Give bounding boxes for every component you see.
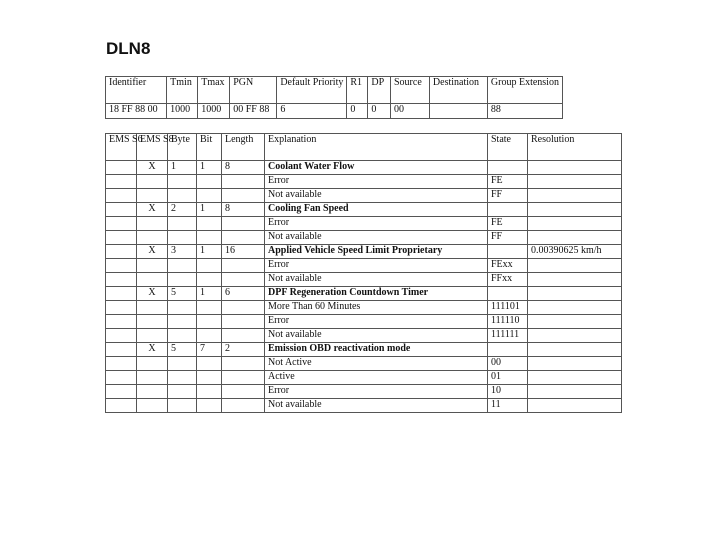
signal-cell-s6 <box>106 203 137 217</box>
signal-header-cell: State <box>488 134 528 161</box>
signal-cell-byte <box>168 217 197 231</box>
summary-header-cell: Default Priority <box>277 77 347 104</box>
signal-cell-state <box>488 203 528 217</box>
signal-cell-bit: 1 <box>197 245 222 259</box>
signal-cell-s6 <box>106 175 137 189</box>
signal-cell-state: FExx <box>488 259 528 273</box>
signal-cell-s6 <box>106 315 137 329</box>
signal-cell-s6 <box>106 287 137 301</box>
signal-cell-expl: Not available <box>265 189 488 203</box>
signal-cell-expl: Not Active <box>265 357 488 371</box>
summary-header-cell: Source <box>391 77 430 104</box>
signal-cell-res <box>528 217 622 231</box>
signal-cell-bit <box>197 273 222 287</box>
signal-cell-s8: X <box>137 161 168 175</box>
signal-cell-expl: Not available <box>265 231 488 245</box>
signal-row <box>106 287 622 301</box>
signal-cell-state: FFxx <box>488 273 528 287</box>
signal-cell-len <box>222 371 265 385</box>
signal-cell-len <box>222 217 265 231</box>
signal-cell-byte: 5 <box>168 343 197 357</box>
signal-cell-len <box>222 357 265 371</box>
signal-cell-byte <box>168 315 197 329</box>
signal-cell-s8 <box>137 399 168 413</box>
signal-cell-len: 8 <box>222 161 265 175</box>
signal-cell-s8 <box>137 357 168 371</box>
signal-cell-bit <box>197 315 222 329</box>
summary-header-cell: Destination <box>429 77 487 104</box>
signal-cell-len <box>222 301 265 315</box>
signal-cell-s8 <box>137 231 168 245</box>
signal-cell-res <box>528 329 622 343</box>
signal-cell-len <box>222 189 265 203</box>
signal-row <box>106 399 622 413</box>
signal-cell-s6 <box>106 329 137 343</box>
signal-cell-s6 <box>106 399 137 413</box>
signal-cell-state: 00 <box>488 357 528 371</box>
signal-cell-res <box>528 203 622 217</box>
summary-value-cell <box>429 104 487 119</box>
signal-cell-byte <box>168 385 197 399</box>
summary-value-cell: 88 <box>487 104 562 119</box>
signal-cell-state: FF <box>488 231 528 245</box>
signal-cell-res <box>528 399 622 413</box>
signal-table <box>105 133 622 413</box>
summary-table <box>105 76 563 119</box>
signal-cell-byte: 1 <box>168 161 197 175</box>
signal-cell-res: 0.00390625 km/h <box>528 245 622 259</box>
summary-header-row <box>106 77 563 104</box>
signal-row <box>106 217 622 231</box>
signal-cell-s8 <box>137 329 168 343</box>
summary-value-cell: 00 FF 88 <box>230 104 277 119</box>
signal-cell-bit: 1 <box>197 287 222 301</box>
summary-header-cell: PGN <box>230 77 277 104</box>
signal-row <box>106 301 622 315</box>
signal-cell-expl: Coolant Water Flow <box>265 161 488 175</box>
signal-cell-res <box>528 287 622 301</box>
signal-cell-s6 <box>106 259 137 273</box>
signal-row <box>106 175 622 189</box>
signal-header-cell: Bit <box>197 134 222 161</box>
signal-cell-state: 111110 <box>488 315 528 329</box>
signal-cell-s8 <box>137 217 168 231</box>
summary-value-cell: 1000 <box>198 104 230 119</box>
signal-cell-expl: Error <box>265 315 488 329</box>
signal-cell-s8: X <box>137 343 168 357</box>
signal-cell-state: FE <box>488 217 528 231</box>
signal-cell-s6 <box>106 273 137 287</box>
signal-cell-s6 <box>106 217 137 231</box>
signal-cell-bit <box>197 189 222 203</box>
summary-value-cell: 6 <box>277 104 347 119</box>
signal-row <box>106 161 622 175</box>
signal-cell-state: 01 <box>488 371 528 385</box>
signal-cell-state <box>488 343 528 357</box>
signal-cell-state: 111101 <box>488 301 528 315</box>
signal-cell-expl: More Than 60 Minutes <box>265 301 488 315</box>
summary-value-cell: 18 FF 88 00 <box>106 104 167 119</box>
signal-header-cell: Resolution <box>528 134 622 161</box>
signal-cell-res <box>528 371 622 385</box>
signal-cell-s6 <box>106 357 137 371</box>
signal-cell-byte <box>168 357 197 371</box>
signal-cell-bit <box>197 259 222 273</box>
summary-value-cell: 00 <box>391 104 430 119</box>
signal-cell-len <box>222 315 265 329</box>
signal-row <box>106 245 622 259</box>
signal-cell-state: 10 <box>488 385 528 399</box>
signal-cell-s6 <box>106 245 137 259</box>
signal-cell-state <box>488 287 528 301</box>
signal-cell-len <box>222 259 265 273</box>
signal-cell-res <box>528 189 622 203</box>
signal-cell-s8 <box>137 385 168 399</box>
signal-cell-byte: 3 <box>168 245 197 259</box>
signal-cell-res <box>528 175 622 189</box>
signal-cell-state: 111111 <box>488 329 528 343</box>
page-title: DLN8 <box>106 39 151 58</box>
signal-cell-state: FE <box>488 175 528 189</box>
signal-cell-len <box>222 329 265 343</box>
signal-cell-byte <box>168 231 197 245</box>
signal-cell-state <box>488 245 528 259</box>
signal-cell-s8: X <box>137 245 168 259</box>
signal-cell-expl: Cooling Fan Speed <box>265 203 488 217</box>
summary-header-cell: Tmax <box>198 77 230 104</box>
signal-header-cell: EMS S8 <box>137 134 168 161</box>
signal-cell-len <box>222 399 265 413</box>
summary-value-row <box>106 104 563 119</box>
signal-row <box>106 357 622 371</box>
signal-row <box>106 385 622 399</box>
signal-cell-s6 <box>106 189 137 203</box>
summary-value-cell: 0 <box>368 104 391 119</box>
signal-row <box>106 273 622 287</box>
signal-cell-len <box>222 385 265 399</box>
signal-cell-res <box>528 273 622 287</box>
summary-header-cell: Tmin <box>167 77 198 104</box>
signal-cell-s6 <box>106 385 137 399</box>
signal-cell-s8 <box>137 259 168 273</box>
signal-cell-byte <box>168 259 197 273</box>
signal-cell-expl: DPF Regeneration Countdown Timer <box>265 287 488 301</box>
signal-row <box>106 329 622 343</box>
signal-cell-s8 <box>137 189 168 203</box>
signal-cell-state: FF <box>488 189 528 203</box>
summary-header-cell: Group Extension <box>487 77 562 104</box>
signal-cell-byte <box>168 175 197 189</box>
signal-cell-byte <box>168 371 197 385</box>
signal-cell-bit <box>197 231 222 245</box>
signal-cell-len <box>222 273 265 287</box>
signal-cell-res <box>528 357 622 371</box>
signal-cell-expl: Not available <box>265 399 488 413</box>
signal-cell-res <box>528 259 622 273</box>
summary-header-cell: R1 <box>347 77 368 104</box>
signal-cell-expl: Not available <box>265 329 488 343</box>
signal-cell-expl: Not available <box>265 273 488 287</box>
signal-row <box>106 231 622 245</box>
signal-row <box>106 371 622 385</box>
signal-cell-expl: Error <box>265 259 488 273</box>
signal-cell-s6 <box>106 371 137 385</box>
signal-cell-expl: Applied Vehicle Speed Limit Proprietary <box>265 245 488 259</box>
signal-cell-bit <box>197 217 222 231</box>
signal-row <box>106 343 622 357</box>
signal-cell-len: 6 <box>222 287 265 301</box>
signal-cell-s6 <box>106 301 137 315</box>
signal-cell-len: 2 <box>222 343 265 357</box>
signal-cell-s8 <box>137 273 168 287</box>
signal-row <box>106 259 622 273</box>
signal-cell-s8: X <box>137 203 168 217</box>
signal-cell-byte: 5 <box>168 287 197 301</box>
signal-header-cell: Length <box>222 134 265 161</box>
signal-cell-expl: Error <box>265 385 488 399</box>
signal-cell-expl: Emission OBD reactivation mode <box>265 343 488 357</box>
signal-cell-res <box>528 315 622 329</box>
signal-cell-len <box>222 175 265 189</box>
signal-cell-state <box>488 161 528 175</box>
signal-cell-expl: Active <box>265 371 488 385</box>
signal-cell-bit <box>197 175 222 189</box>
signal-cell-state: 11 <box>488 399 528 413</box>
signal-cell-byte <box>168 329 197 343</box>
signal-cell-len: 8 <box>222 203 265 217</box>
signal-cell-res <box>528 161 622 175</box>
signal-cell-bit <box>197 399 222 413</box>
signal-cell-s6 <box>106 161 137 175</box>
signal-cell-bit <box>197 301 222 315</box>
signal-row <box>106 203 622 217</box>
signal-cell-bit: 7 <box>197 343 222 357</box>
signal-cell-s8 <box>137 301 168 315</box>
signal-cell-bit: 1 <box>197 203 222 217</box>
signal-cell-s8 <box>137 371 168 385</box>
signal-cell-byte: 2 <box>168 203 197 217</box>
signal-cell-byte <box>168 301 197 315</box>
signal-cell-bit <box>197 357 222 371</box>
signal-cell-s8: X <box>137 287 168 301</box>
signal-cell-bit: 1 <box>197 161 222 175</box>
signal-cell-expl: Error <box>265 217 488 231</box>
signal-cell-s6 <box>106 343 137 357</box>
signal-cell-expl: Error <box>265 175 488 189</box>
signal-header-cell: Byte <box>168 134 197 161</box>
signal-row <box>106 189 622 203</box>
signal-cell-bit <box>197 329 222 343</box>
signal-cell-s8 <box>137 315 168 329</box>
signal-cell-res <box>528 301 622 315</box>
signal-cell-s8 <box>137 175 168 189</box>
signal-cell-byte <box>168 273 197 287</box>
signal-cell-res <box>528 385 622 399</box>
summary-header-cell: Identifier <box>106 77 167 104</box>
signal-cell-bit <box>197 385 222 399</box>
signal-cell-len <box>222 231 265 245</box>
summary-value-cell: 0 <box>347 104 368 119</box>
signal-cell-byte <box>168 399 197 413</box>
signal-cell-res <box>528 231 622 245</box>
signal-cell-res <box>528 343 622 357</box>
summary-value-cell: 1000 <box>167 104 198 119</box>
signal-header-cell: Explanation <box>265 134 488 161</box>
signal-header-cell: EMS S6 <box>106 134 137 161</box>
signal-cell-bit <box>197 371 222 385</box>
signal-header-row <box>106 134 622 161</box>
summary-header-cell: DP <box>368 77 391 104</box>
signal-cell-len: 16 <box>222 245 265 259</box>
signal-row <box>106 315 622 329</box>
signal-cell-s6 <box>106 231 137 245</box>
signal-cell-byte <box>168 189 197 203</box>
